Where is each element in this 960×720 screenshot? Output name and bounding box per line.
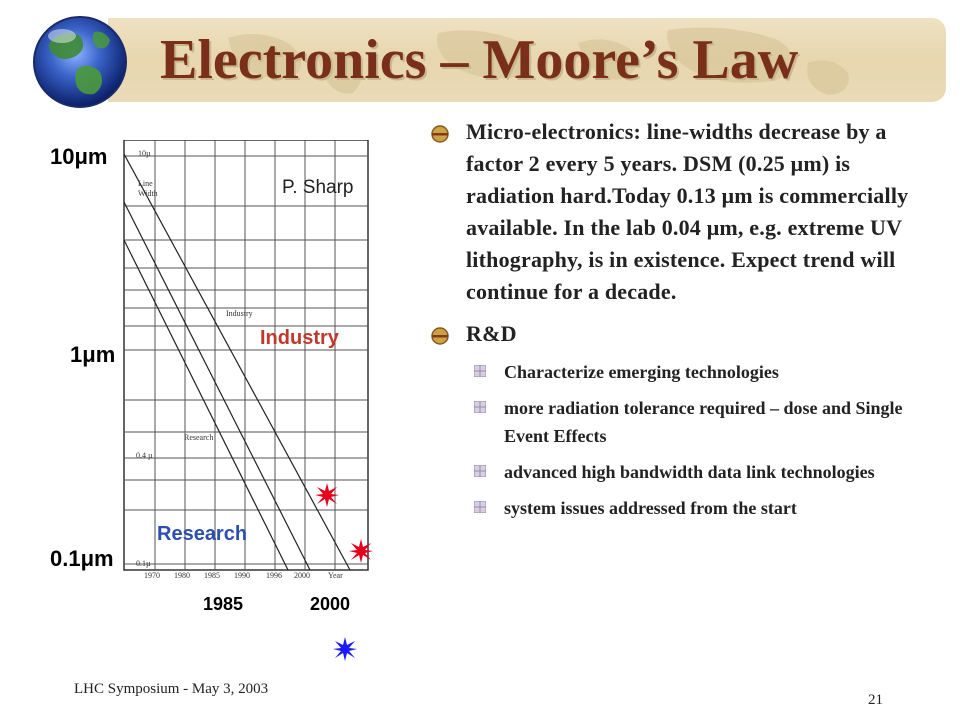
slide-title: Electronics – Moore’s Law <box>160 29 799 91</box>
sub-bullet-item <box>424 394 944 450</box>
sub-bullet-icon <box>474 365 486 377</box>
bullet-disc-icon <box>430 124 450 144</box>
bullet-disc-icon <box>430 326 450 346</box>
sub-bullet-icon <box>474 401 486 413</box>
x-label-2000: 2000 <box>310 594 351 614</box>
sub-bullet-item <box>424 494 944 522</box>
bullet-text: R&D <box>466 321 517 346</box>
sub-bullet-text: more radiation tolerance required – dose and Single Event Effects <box>504 398 903 446</box>
sub-bullet-text: advanced high bandwidth data link technologies <box>504 462 875 482</box>
svg-text:Year: Year <box>328 571 343 580</box>
svg-text:1970: 1970 <box>144 571 160 580</box>
x-label-1985: 1985 <box>203 594 244 614</box>
sub-bullet-text: system issues addressed from the start <box>504 498 797 518</box>
source-label: P. Sharp <box>282 177 354 198</box>
sub-bullet-text: Characterize emerging technologies <box>504 362 779 382</box>
red-burst-marker <box>315 483 339 507</box>
sub-bullet-item <box>424 458 944 486</box>
svg-text:Research: Research <box>184 433 214 442</box>
sub-bullet-item <box>424 358 944 386</box>
svg-text:1990: 1990 <box>234 571 250 580</box>
svg-text:0.1µ: 0.1µ <box>136 559 151 568</box>
research-label: Research <box>157 523 248 545</box>
page-number: 21 <box>868 692 883 708</box>
svg-text:1996: 1996 <box>266 571 282 580</box>
blue-burst-marker <box>333 637 357 661</box>
svg-text:Width: Width <box>138 189 158 198</box>
bullet-item <box>424 116 944 308</box>
sub-bullet-icon <box>474 465 486 477</box>
globe-icon <box>28 12 132 112</box>
svg-text:Line: Line <box>138 179 153 188</box>
svg-text:10µ: 10µ <box>138 149 151 158</box>
bullet-list <box>424 110 944 522</box>
svg-text:2000: 2000 <box>294 571 310 580</box>
bullet-text: Micro-electronics: line-widths decrease by a factor 2 every 5 years. DSM (0.25 μm) is radiation hard.Today 0.13 μm is commercially available. In the lab 0.04 μm, e.g. extreme UV lithography, is in existence. Expect trend will continue for a decade. <box>466 119 909 304</box>
y-label-1um: 1μm <box>70 342 116 367</box>
footer-event: LHC Symposium - May 3, 2003 <box>74 681 269 697</box>
line-width-chart <box>118 140 370 580</box>
industry-label: Industry <box>260 327 339 349</box>
svg-text:0.4 µ: 0.4 µ <box>136 451 153 460</box>
red-burst-marker <box>349 539 373 563</box>
svg-text:1985: 1985 <box>204 571 220 580</box>
y-label-0-1um: 0.1μm <box>50 546 114 571</box>
bullet-item <box>424 318 944 350</box>
y-label-10um: 10μm <box>50 144 108 169</box>
svg-text:1980: 1980 <box>174 571 190 580</box>
sub-bullet-icon <box>474 501 486 513</box>
svg-text:Industry: Industry <box>226 309 253 318</box>
